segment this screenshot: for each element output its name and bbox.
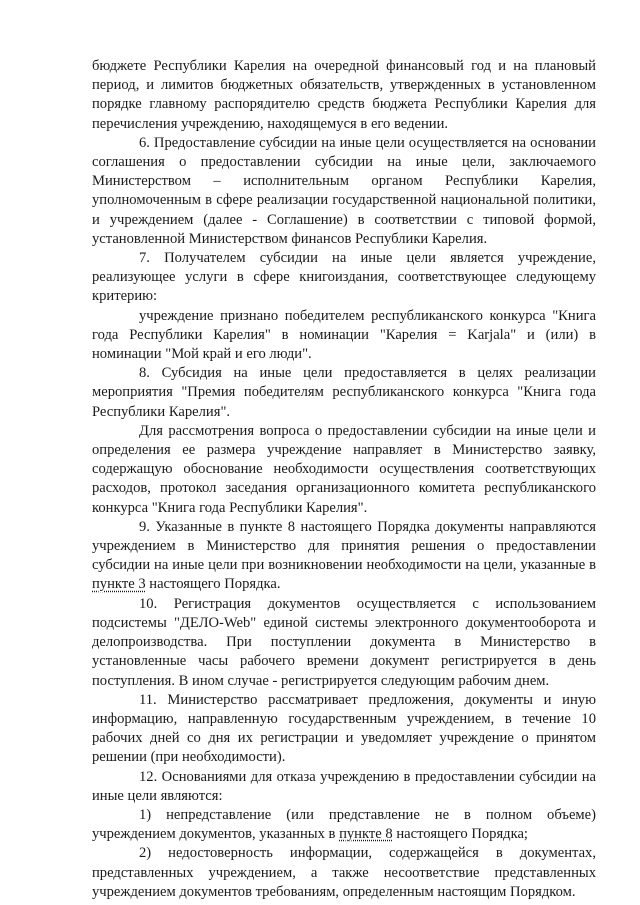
paragraph-subitem-1-tail: настоящего Порядка; — [392, 826, 528, 843]
paragraph-subitem-1 — [92, 806, 596, 844]
link-point-8[interactable]: пункте 8 — [339, 826, 393, 843]
document-body — [92, 57, 596, 902]
paragraph-subitem-1-text: 1) непредставление (или представление не в полном объеме) учреждением документов, указанных в — [92, 806, 596, 843]
paragraph-item-9 — [92, 518, 596, 595]
link-point-3[interactable]: пункте 3 — [92, 576, 146, 593]
paragraph-item-9-text: 9. Указанные в пункте 8 настоящего Порядка документы направляются учреждением в Министерство для принятия решения о предоставлении субсидии на иные цели при возникновении необходимости на цели, указанные в — [92, 518, 596, 574]
paragraph-criterion: учреждение признано победителем республиканского конкурса "Книга года Республики Карелия" в номинации "Карелия = Karjala" и (или) в номинации "Мой край и его люди". — [92, 307, 596, 363]
paragraph-application: Для рассмотрения вопроса о предоставлении субсидии на иные цели и определения ее размера учреждение направляет в Министерство заявку, содержащую обоснование необходимости осуществления соответствующих расходов, протокол заседания организационного комитета республиканского конкурса "Книга года Республики Карелия". — [92, 422, 596, 516]
paragraph-item-9-tail: настоящего Порядка. — [145, 576, 281, 593]
paragraph-item-6: 6. Предоставление субсидии на иные цели осуществляется на основании соглашения о предоставлении субсидии на иные цели, заключаемого Министерством – исполнительным органом Республики Карелия, уполномоченным в сфере реализации государственной национальной политики, и учреждением (далее - Соглашение) в соответствии с типовой формой, установленной Министерством финансов Республики Карелия. — [92, 134, 596, 247]
paragraph-item-11: 11. Министерство рассматривает предложения, документы и иную информацию, направленную государственным учреждением, в течение 10 рабочих дней со дня их регистрации и уведомляет учреждение о принятом решении (при необходимости). — [92, 691, 596, 766]
paragraph-item-10: 10. Регистрация документов осуществляется с использованием подсистемы "ДЕЛО-Web" единой системы электронного документооборота и делопроизводства. При поступлении документа в Министерство в установленные часы рабочего времени документ регистрируется в день поступления. В ином случае - регистрируется следующим рабочим днем. — [92, 595, 596, 689]
paragraph-continuation: бюджете Республики Карелия на очередной финансовый год и на плановый период, и лимитов бюджетных обязательств, утвержденных в установленном порядке главному распорядителю средств бюджета Республики Карелия для перечисления учреждению, находящемуся в его ведении. — [92, 58, 596, 132]
paragraph-item-8: 8. Субсидия на иные цели предоставляется в целях реализации мероприятия "Премия победителям республиканского конкурса "Книга года Республики Карелия". — [92, 365, 596, 420]
paragraph-subitem-2: 2) недостоверность информации, содержащейся в документах, представленных учреждением, а также несоответствие представленных учреждением документов требованиям, определенным настоящим Порядком. — [92, 845, 596, 900]
paragraph-item-7: 7. Получателем субсидии на иные цели является учреждение, реализующее услуги в сфере книгоиздания, соответствующее следующему критерию: — [92, 250, 596, 305]
paragraph-item-12: 12. Основаниями для отказа учреждению в предоставлении субсидии на иные цели являются: — [92, 768, 596, 804]
